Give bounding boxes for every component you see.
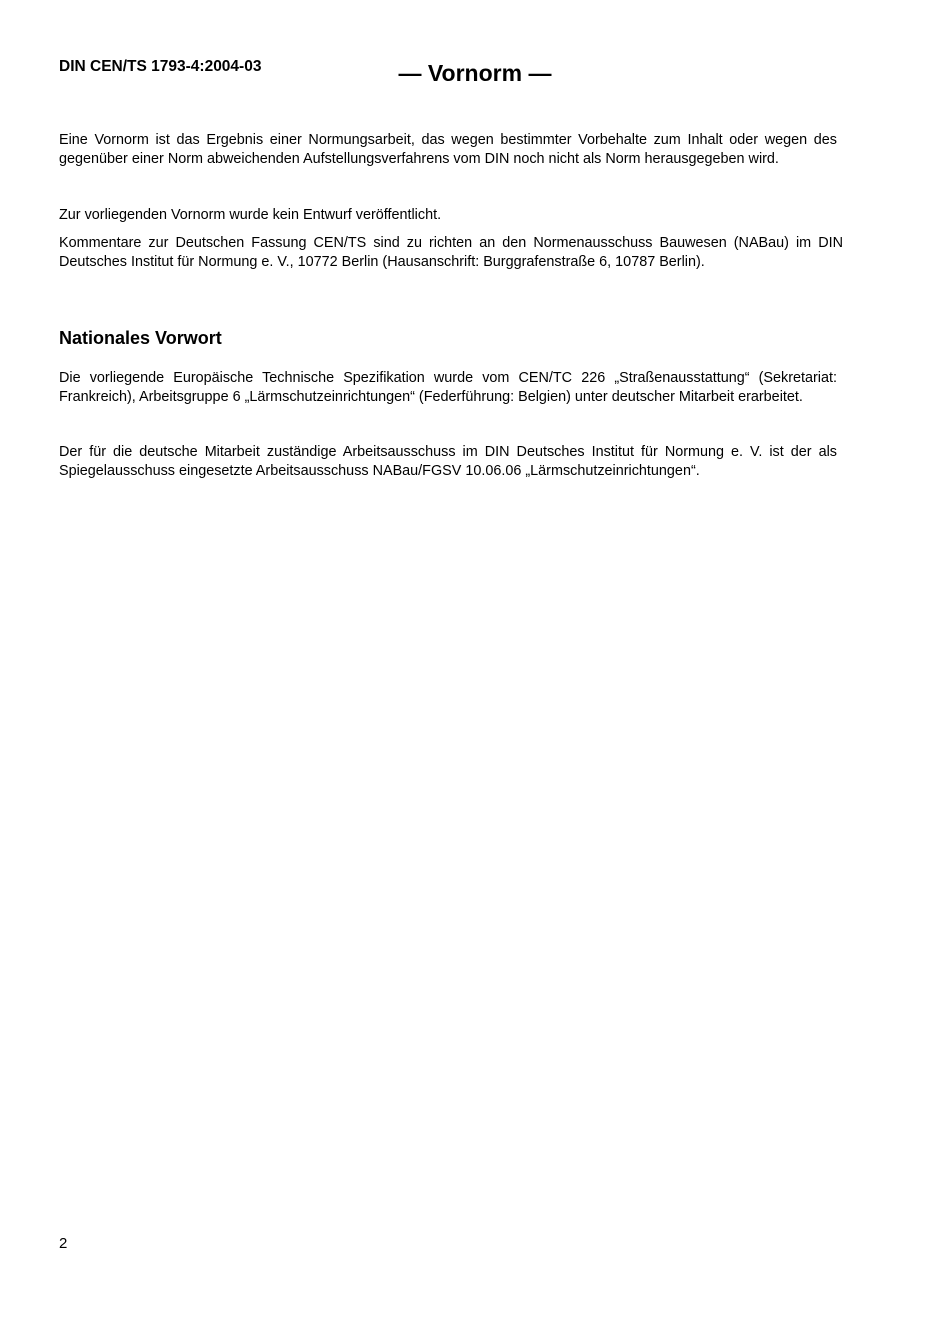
intro-paragraph-vornorm-definition: Eine Vornorm ist das Ergebnis einer Normungsarbeit, das wegen bestimmter Vorbehalte zum Inhalt oder wegen des gegenüber einer Norm abweichenden Aufstellungsverfahrens vom DIN noch nicht als Norm herausgegeben wird. xyxy=(59,132,837,167)
document-id: DIN CEN/TS 1793-4:2004-03 xyxy=(59,58,262,75)
document-title: — Vornorm — xyxy=(398,60,552,86)
foreword-paragraph-origin: Die vorliegende Europäische Technische Spezifikation wurde vom CEN/TC 226 „Straßenausstattung“ (Sekretariat: Frankreich), Arbeitsgruppe 6 „Lärmschutzeinrichtungen“ (Federführung: Belgien) unter deutscher Mitarbeit erarbeitet. xyxy=(59,370,837,405)
foreword-paragraph-committee: Der für die deutsche Mitarbeit zuständige Arbeitsausschuss im DIN Deutsches Institut für Normung e. V. ist der als Spiegelausschuss eingesetzte Arbeitsausschuss NABau/FGSV 10.06.06 „Lärmschutzeinrichtungen“. xyxy=(59,444,837,479)
page-number: 2 xyxy=(59,1235,68,1252)
intro-paragraph-comments: Kommentare zur Deutschen Fassung CEN/TS sind zu richten an den Normenausschuss Bauwesen (NABau) im DIN Deutsches Institut für Normung e. V., 10772 Berlin (Hausanschrift: Burggrafenstraße 6, 10787 Berlin). xyxy=(59,235,843,270)
section-heading-national-foreword: Nationales Vorwort xyxy=(59,328,222,348)
intro-paragraph-no-draft: Zur vorliegenden Vornorm wurde kein Entwurf veröffentlicht. xyxy=(59,207,442,223)
